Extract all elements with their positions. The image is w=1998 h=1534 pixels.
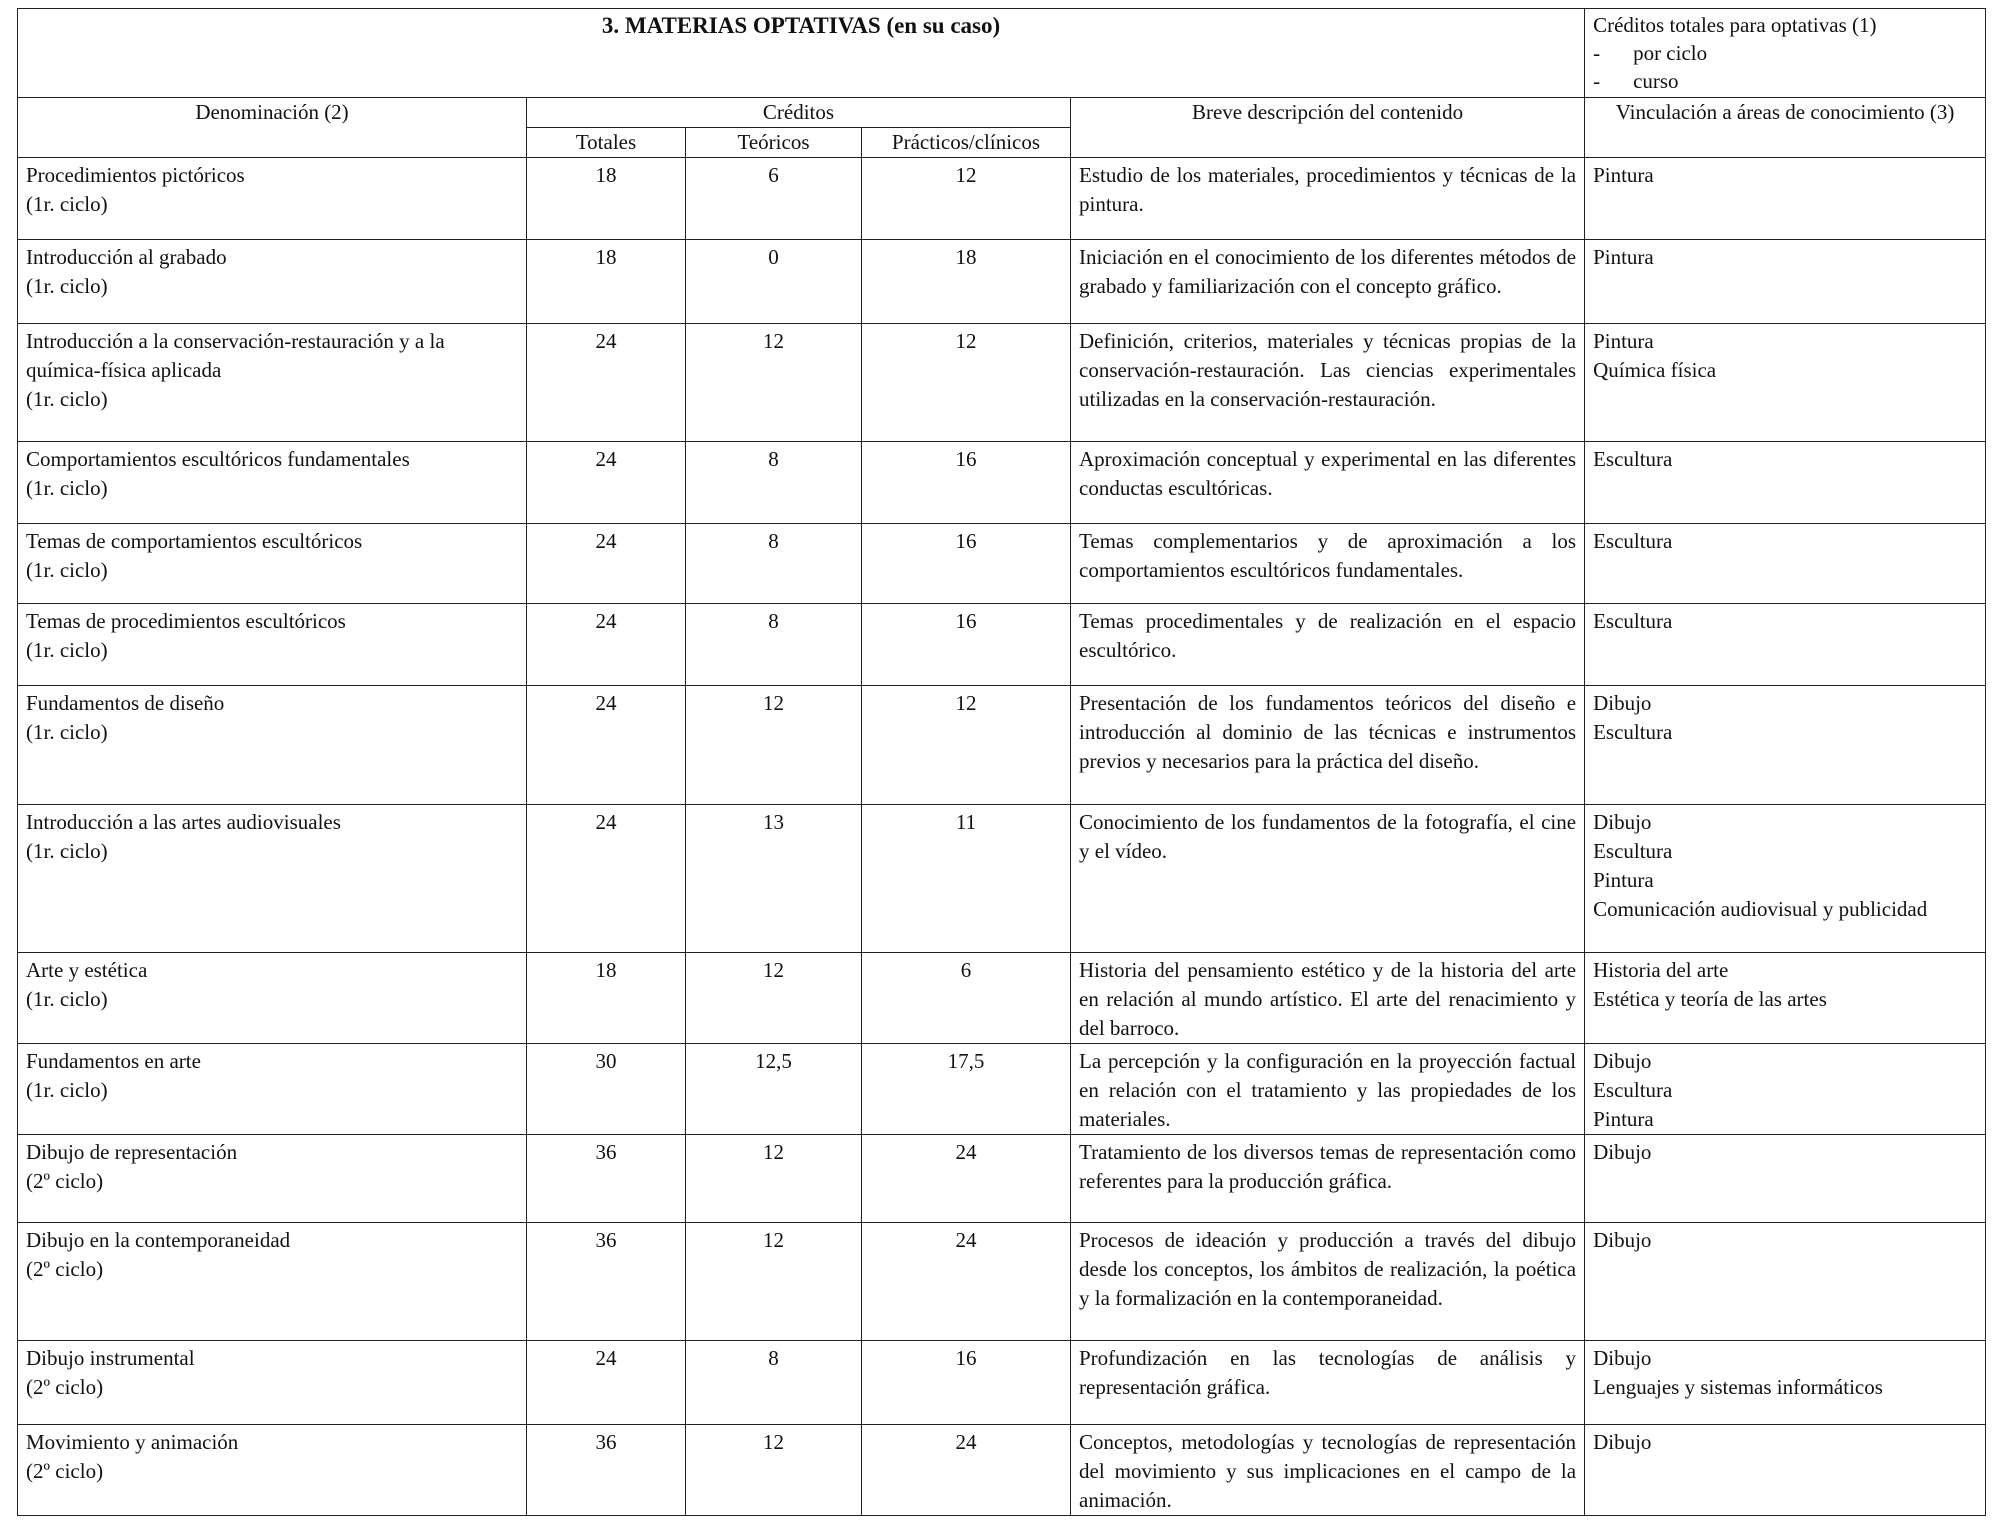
subject-cell — [18, 805, 527, 953]
content-description: Temas procedimentales y de realización en el espacio escultórico. — [1071, 604, 1585, 686]
credits-practicos: 12 — [862, 324, 1071, 442]
subject-name: Temas de comportamientos escultóricos — [26, 529, 363, 553]
subject-cell — [18, 1341, 527, 1425]
credits-total-label: Créditos totales para optativas (1) — [1593, 13, 1877, 37]
knowledge-area: Estética y teoría de las artes — [1593, 987, 1827, 1011]
knowledge-area: Lenguajes y sistemas informáticos — [1593, 1375, 1883, 1399]
table-row — [18, 1223, 1986, 1341]
credits-totales: 36 — [527, 1223, 686, 1341]
subject-cell — [18, 604, 527, 686]
credits-practicos: 16 — [862, 524, 1071, 604]
credits-totales: 18 — [527, 240, 686, 324]
knowledge-areas — [1585, 158, 1986, 240]
content-description: Tratamiento de los diversos temas de representación como referentes para la producción gráfica. — [1071, 1135, 1585, 1223]
subject-cell — [18, 240, 527, 324]
subject-name: Dibujo de representación — [26, 1140, 238, 1164]
knowledge-area: Historia del arte — [1593, 958, 1729, 982]
credits-practicos: 6 — [862, 953, 1071, 1044]
credits-totales: 24 — [527, 604, 686, 686]
subject-cycle: (1r. ciclo) — [26, 720, 108, 744]
subject-cycle: (1r. ciclo) — [26, 987, 108, 1011]
subject-cycle: (1r. ciclo) — [26, 638, 108, 662]
credits-item-ciclo: - por ciclo — [1593, 41, 1708, 65]
knowledge-areas — [1585, 240, 1986, 324]
knowledge-areas — [1585, 805, 1986, 953]
col-header-denominacion: Denominación (2) — [18, 98, 527, 158]
knowledge-areas — [1585, 1135, 1986, 1223]
credits-teoricos: 12 — [686, 686, 862, 805]
knowledge-area: Dibujo — [1593, 1049, 1652, 1073]
col-header-descripcion: Breve descripción del contenido — [1071, 98, 1585, 158]
col-header-practicos: Prácticos/clínicos — [862, 128, 1071, 158]
knowledge-area: Escultura — [1593, 447, 1673, 471]
knowledge-areas — [1585, 324, 1986, 442]
knowledge-area: Pintura — [1593, 1107, 1654, 1131]
knowledge-areas — [1585, 524, 1986, 604]
credits-teoricos: 12 — [686, 1223, 862, 1341]
credits-teoricos: 8 — [686, 524, 862, 604]
knowledge-areas — [1585, 1223, 1986, 1341]
credits-item-curso: - curso — [1593, 69, 1679, 93]
credits-teoricos: 0 — [686, 240, 862, 324]
table-row — [18, 1044, 1986, 1135]
knowledge-areas — [1585, 1425, 1986, 1516]
title-row — [18, 9, 1986, 98]
credits-teoricos: 8 — [686, 442, 862, 524]
credits-totales: 18 — [527, 158, 686, 240]
content-description: Conocimiento de los fundamentos de la fotografía, el cine y el vídeo. — [1071, 805, 1585, 953]
credits-totales: 24 — [527, 324, 686, 442]
credits-totales: 36 — [527, 1425, 686, 1516]
credits-totales: 18 — [527, 953, 686, 1044]
subject-cycle: (1r. ciclo) — [26, 839, 108, 863]
content-description: Procesos de ideación y producción a través del dibujo desde los conceptos, los ámbitos de realización, la poética y la formalización en la contemporaneidad. — [1071, 1223, 1585, 1341]
subject-cell — [18, 1425, 527, 1516]
content-description: Temas complementarios y de aproximación a los comportamientos escultóricos fundamentales. — [1071, 524, 1585, 604]
subject-name: Introducción a la conservación-restauración y a la química-física aplicada — [26, 329, 445, 382]
table-row — [18, 524, 1986, 604]
subject-name: Procedimientos pictóricos — [26, 163, 245, 187]
content-description: Historia del pensamiento estético y de la historia del arte en relación al mundo artístico. El arte del renacimiento y del barroco. — [1071, 953, 1585, 1044]
credits-teoricos: 13 — [686, 805, 862, 953]
table-row — [18, 158, 1986, 240]
knowledge-area: Escultura — [1593, 529, 1673, 553]
table-row — [18, 1425, 1986, 1516]
knowledge-areas — [1585, 442, 1986, 524]
table-row — [18, 240, 1986, 324]
subject-name: Fundamentos en arte — [26, 1049, 201, 1073]
content-description: Estudio de los materiales, procedimientos y técnicas de la pintura. — [1071, 158, 1585, 240]
table-row — [18, 324, 1986, 442]
subject-name: Arte y estética — [26, 958, 148, 982]
subject-cycle: (1r. ciclo) — [26, 387, 108, 411]
subject-cycle: (2º ciclo) — [26, 1459, 104, 1483]
optional-subjects-sheet — [17, 8, 1985, 1516]
subject-cycle: (2º ciclo) — [26, 1375, 104, 1399]
subject-cycle: (1r. ciclo) — [26, 558, 108, 582]
subject-cell — [18, 1135, 527, 1223]
credits-practicos: 16 — [862, 1341, 1071, 1425]
knowledge-area: Pintura — [1593, 163, 1654, 187]
credits-totales: 24 — [527, 805, 686, 953]
credits-practicos: 16 — [862, 604, 1071, 686]
col-header-teoricos: Teóricos — [686, 128, 862, 158]
credits-totales: 36 — [527, 1135, 686, 1223]
subject-name: Comportamientos escultóricos fundamentales — [26, 447, 410, 471]
knowledge-area: Dibujo — [1593, 1346, 1652, 1370]
credits-totales: 24 — [527, 524, 686, 604]
credits-totales: 24 — [527, 686, 686, 805]
credits-practicos: 24 — [862, 1425, 1071, 1516]
credits-totales: 24 — [527, 442, 686, 524]
content-description: Definición, criterios, materiales y técnicas propias de la conservación-restauración. Las ciencias experimentales utilizadas en la conservación-restauración. — [1071, 324, 1585, 442]
subject-name: Movimiento y animación — [26, 1430, 239, 1454]
content-description: La percepción y la configuración en la proyección factual en relación con el tratamiento y las propiedades de los materiales. — [1071, 1044, 1585, 1135]
subject-cycle: (2º ciclo) — [26, 1257, 104, 1281]
table-row — [18, 686, 1986, 805]
knowledge-area: Dibujo — [1593, 810, 1652, 834]
knowledge-areas — [1585, 1341, 1986, 1425]
knowledge-area: Dibujo — [1593, 1430, 1652, 1454]
knowledge-areas — [1585, 1044, 1986, 1135]
subject-cell — [18, 158, 527, 240]
credits-teoricos: 8 — [686, 604, 862, 686]
knowledge-area: Escultura — [1593, 720, 1673, 744]
knowledge-area: Comunicación audiovisual y publicidad — [1593, 897, 1928, 921]
content-description: Iniciación en el conocimiento de los diferentes métodos de grabado y familiarización con el concepto gráfico. — [1071, 240, 1585, 324]
credits-teoricos: 12 — [686, 1135, 862, 1223]
table-row — [18, 604, 1986, 686]
subject-name: Fundamentos de diseño — [26, 691, 225, 715]
subject-cycle: (2º ciclo) — [26, 1169, 104, 1193]
credits-teoricos: 6 — [686, 158, 862, 240]
subject-cell — [18, 442, 527, 524]
credits-practicos: 24 — [862, 1223, 1071, 1341]
knowledge-area: Escultura — [1593, 1078, 1673, 1102]
content-description: Aproximación conceptual y experimental en las diferentes conductas escultóricas. — [1071, 442, 1585, 524]
credits-totales: 24 — [527, 1341, 686, 1425]
knowledge-areas — [1585, 686, 1986, 805]
content-description: Profundización en las tecnologías de análisis y representación gráfica. — [1071, 1341, 1585, 1425]
knowledge-area: Dibujo — [1593, 1228, 1652, 1252]
subject-name: Introducción al grabado — [26, 245, 227, 269]
knowledge-area: Escultura — [1593, 609, 1673, 633]
credits-practicos: 12 — [862, 158, 1071, 240]
table-row — [18, 1135, 1986, 1223]
content-description: Presentación de los fundamentos teóricos del diseño e introducción al dominio de las técnicas e instrumentos previos y necesarios para la práctica del diseño. — [1071, 686, 1585, 805]
credits-totales: 30 — [527, 1044, 686, 1135]
optional-subjects-table — [17, 8, 1986, 1516]
table-row — [18, 442, 1986, 524]
subject-cycle: (1r. ciclo) — [26, 476, 108, 500]
table-row — [18, 1341, 1986, 1425]
subject-cell — [18, 1044, 527, 1135]
credits-practicos: 16 — [862, 442, 1071, 524]
content-description: Conceptos, metodologías y tecnologías de representación del movimiento y sus implicaciones en el campo de la animación. — [1071, 1425, 1585, 1516]
subject-cell — [18, 324, 527, 442]
credits-practicos: 11 — [862, 805, 1071, 953]
table-row — [18, 805, 1986, 953]
knowledge-areas — [1585, 953, 1986, 1044]
knowledge-area: Pintura — [1593, 868, 1654, 892]
credits-teoricos: 12 — [686, 324, 862, 442]
knowledge-area: Dibujo — [1593, 691, 1652, 715]
credits-total-cell — [1585, 9, 1986, 98]
knowledge-area: Química física — [1593, 358, 1717, 382]
subject-cell — [18, 1223, 527, 1341]
credits-teoricos: 8 — [686, 1341, 862, 1425]
column-header-row-1 — [18, 98, 1986, 128]
subject-cycle: (1r. ciclo) — [26, 1078, 108, 1102]
subject-cell — [18, 953, 527, 1044]
knowledge-area: Pintura — [1593, 245, 1654, 269]
subject-cycle: (1r. ciclo) — [26, 274, 108, 298]
credits-practicos: 17,5 — [862, 1044, 1071, 1135]
knowledge-areas — [1585, 604, 1986, 686]
credits-teoricos: 12 — [686, 1425, 862, 1516]
knowledge-area: Escultura — [1593, 839, 1673, 863]
table-row — [18, 953, 1986, 1044]
subject-cell — [18, 686, 527, 805]
credits-practicos: 12 — [862, 686, 1071, 805]
col-header-totales: Totales — [527, 128, 686, 158]
subject-name: Temas de procedimientos escultóricos — [26, 609, 346, 633]
subject-name: Dibujo instrumental — [26, 1346, 195, 1370]
subject-cycle: (1r. ciclo) — [26, 192, 108, 216]
subject-cell — [18, 524, 527, 604]
credits-teoricos: 12 — [686, 953, 862, 1044]
subject-name: Dibujo en la contemporaneidad — [26, 1228, 291, 1252]
section-title: 3. MATERIAS OPTATIVAS (en su caso) — [18, 9, 1585, 98]
knowledge-area: Pintura — [1593, 329, 1654, 353]
credits-practicos: 24 — [862, 1135, 1071, 1223]
col-header-creditos: Créditos — [527, 98, 1071, 128]
subject-name: Introducción a las artes audiovisuales — [26, 810, 341, 834]
col-header-vinculacion: Vinculación a áreas de conocimiento (3) — [1585, 98, 1986, 158]
knowledge-area: Dibujo — [1593, 1140, 1652, 1164]
credits-practicos: 18 — [862, 240, 1071, 324]
credits-teoricos: 12,5 — [686, 1044, 862, 1135]
